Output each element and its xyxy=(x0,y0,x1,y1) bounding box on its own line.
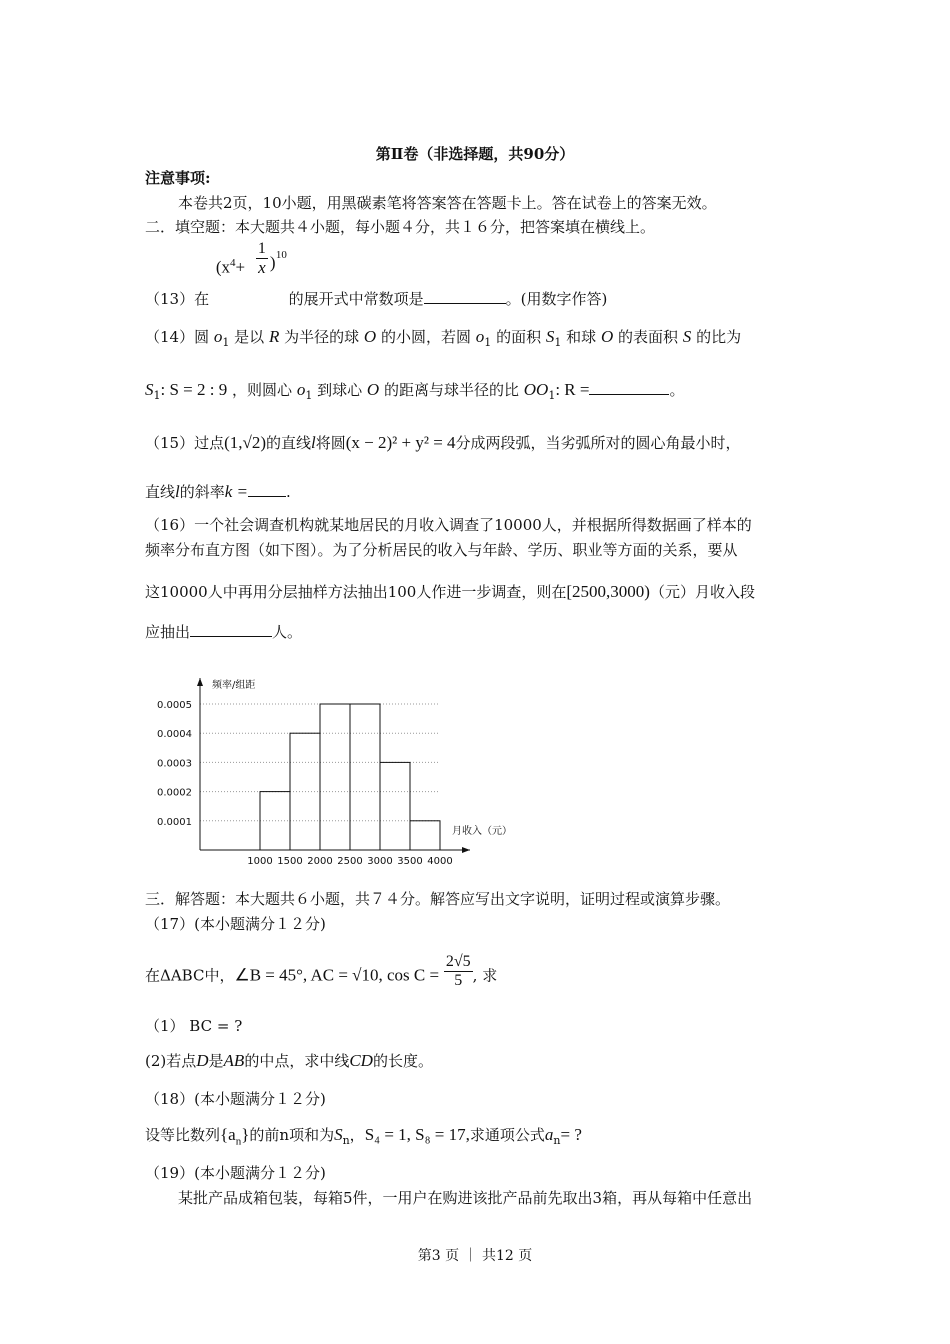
q16-answer-blank xyxy=(190,620,272,637)
q17-part2 xyxy=(145,1050,433,1072)
q17-CD: CD xyxy=(349,1051,373,1070)
x-axis-label: 月收入（元） xyxy=(452,826,512,837)
y-tick-label: 0.0004 xyxy=(157,729,192,741)
section-title: 第Ⅱ卷（非选择题，共90分） xyxy=(375,145,575,163)
q14-O: O xyxy=(600,327,614,346)
q17-frac-den: 5 xyxy=(454,972,463,989)
q15-text: . xyxy=(286,483,291,501)
q14-sub: 1 xyxy=(548,389,556,402)
q15-text: 的斜率 xyxy=(179,483,225,501)
histogram-bar xyxy=(380,762,410,850)
q18-condition: S₄ = 1, S₈ = 17, xyxy=(364,1125,470,1144)
x-tick-label: 1500 xyxy=(277,856,303,867)
q15-text: 分成两段弧，当劣弧所对的圆心角最小时， xyxy=(455,434,741,452)
q18-an: a xyxy=(544,1125,554,1144)
y-tick-label: 0.0001 xyxy=(157,816,192,828)
q18-Sn: S xyxy=(334,1125,343,1144)
x-tick-label: 1000 xyxy=(247,856,273,867)
q14-text: 的比为 xyxy=(696,328,742,346)
q17-text: (2)若点 xyxy=(145,1052,197,1070)
part3-heading: 三．解答题：本大题共６小题，共７４分。解答应写出文字说明，证明过程或演算步骤。 xyxy=(145,890,731,908)
q14-text: 为半径的球 xyxy=(284,328,360,346)
x-tick-label: 3000 xyxy=(367,856,393,867)
frequency-histogram xyxy=(140,670,540,870)
q18-text: ， xyxy=(349,1126,365,1144)
q14-S: S xyxy=(682,327,692,346)
q14-o1: o xyxy=(475,327,485,346)
q14-OO1: OO xyxy=(523,380,549,399)
q17-text: 在ΔABC中， xyxy=(145,966,235,985)
q17-condition: ∠B = 45°, AC = √10, cos C = xyxy=(234,965,440,985)
x-tick-label: 2000 xyxy=(307,856,333,867)
q14-text: 的表面积 xyxy=(618,328,679,346)
q13-frac-den: x xyxy=(258,258,266,277)
question-18-line1 xyxy=(145,1124,582,1152)
q14-text: 和球 xyxy=(566,328,597,346)
q16-text: 这10000人中再用分层抽样方法抽出100人作进一步调查，则在 xyxy=(145,583,567,601)
q17-AB: AB xyxy=(223,1051,245,1070)
q18-text: = ? xyxy=(560,1125,582,1144)
q13-suffix-a: 的展开式中常数项是 xyxy=(288,290,424,308)
q15-l: l xyxy=(175,482,180,501)
q15-text: 直线 xyxy=(145,483,176,501)
q14-answer-blank xyxy=(589,378,669,395)
y-tick-label: 0.0002 xyxy=(157,787,192,799)
question-14-line1 xyxy=(145,326,741,354)
q14-R: R xyxy=(268,327,280,346)
q13-expr-exp: 4 xyxy=(230,257,236,269)
q14-o1: o xyxy=(213,327,223,346)
y-axis-label: 频率/组距 xyxy=(212,680,256,691)
q13-plus: + xyxy=(235,257,246,277)
q15-point: (1,√2) xyxy=(224,433,266,452)
q13-frac-num: 1 xyxy=(257,240,266,257)
q14-sub: 1 xyxy=(484,336,492,349)
q14-S1: S xyxy=(545,327,555,346)
question-16-line1: （16）一个社会调查机构就某地居民的月收入调查了10000人，并根据所得数据画了样本的 xyxy=(145,516,752,534)
q18-sub: n xyxy=(553,1134,561,1147)
q14-text: 的距离与球半径的比 xyxy=(383,381,519,399)
question-15-line1 xyxy=(145,432,741,454)
notice-heading: 注意事项: xyxy=(145,169,211,187)
histogram-bar xyxy=(410,821,440,850)
q14-sub: 1 xyxy=(153,389,161,402)
q14-text: 。 xyxy=(669,381,685,399)
q14-O: O xyxy=(363,327,377,346)
q17-heading: （17）(本小题满分１２分) xyxy=(145,915,326,933)
q14-sub: 1 xyxy=(554,336,562,349)
q15-text: 将圆 xyxy=(315,434,346,452)
q14-text: （14）圆 xyxy=(145,328,210,346)
q17-part1: （1） BC = ? xyxy=(145,1017,243,1035)
question-16-line4 xyxy=(145,620,302,643)
q15-text: 的直线 xyxy=(266,434,312,452)
q17-text: 的长度。 xyxy=(372,1052,433,1070)
q18-text: 的前n项和为 xyxy=(249,1126,335,1144)
q13-answer-blank xyxy=(424,287,506,304)
question-14-line2 xyxy=(145,378,685,407)
q14-ratio: : S = 2 : 9 xyxy=(160,380,228,399)
q17-frac-num: 2√5 xyxy=(445,953,471,970)
q18-sub: n xyxy=(342,1134,350,1147)
q13-outer-exp: 10 xyxy=(275,249,287,261)
histogram-bar xyxy=(320,704,350,850)
q17-text: 是 xyxy=(208,1052,224,1070)
q14-S1: S xyxy=(145,380,154,399)
q17-D: D xyxy=(196,1051,209,1070)
q16-text: 应抽出 xyxy=(145,623,191,641)
q14-text: 的面积 xyxy=(496,328,542,346)
q15-l: l xyxy=(311,433,316,452)
q15-answer-blank xyxy=(248,480,286,497)
q14-ratio-R: : R = xyxy=(555,380,590,399)
q13-prefix: （13）在 xyxy=(145,290,210,308)
q18-text: 求通项公式 xyxy=(469,1126,545,1144)
q13-suffix-b: 。(用数字作答) xyxy=(505,290,608,308)
notice-body: 本卷共2页，10小题，用黑碳素笔将答案答在答题卡上。答在试卷上的答案无效。 xyxy=(178,194,717,212)
q16-text: （元）月收入段 xyxy=(649,583,755,601)
q14-text: 是以 xyxy=(234,328,265,346)
q16-text: 人。 xyxy=(272,623,303,641)
q18-sub: n xyxy=(235,1135,242,1148)
page-footer: 第3 页 ｜ 共12 页 xyxy=(417,1248,533,1264)
q13-expression: ($x^4+$ $\frac{1}{x}$ ) 10 xyxy=(215,240,287,277)
question-19-line1: 某批产品成箱包装，每箱5件，一用户在购进该批产品前先取出3箱，再从每箱中任意出 xyxy=(178,1189,753,1207)
q13-expr-base: (x xyxy=(215,257,231,277)
question-17-line1 xyxy=(145,953,498,990)
q14-O: O xyxy=(366,380,380,399)
q18-heading: （18）(本小题满分１２分) xyxy=(145,1090,326,1108)
q15-circle: (x − 2)² + y² = 4 xyxy=(345,433,456,452)
q18-seq: {a xyxy=(220,1125,236,1144)
q18-text: 设等比数列 xyxy=(145,1126,221,1144)
part2-heading: 二．填空题：本大题共４小题，每小题４分，共１６分，把答案填在横线上。 xyxy=(145,218,656,236)
question-16-line3 xyxy=(145,581,755,603)
q16-interval: [2500,3000) xyxy=(566,582,650,601)
q14-sub: 1 xyxy=(222,336,230,349)
q17-text: , 求 xyxy=(472,966,498,985)
y-tick-label: 0.0005 xyxy=(157,700,192,711)
q19-heading: （19）(本小题满分１２分) xyxy=(145,1164,326,1182)
q14-sub: 1 xyxy=(305,389,313,402)
histogram-bar xyxy=(350,704,380,850)
y-tick-label: 0.0003 xyxy=(157,758,192,770)
q17-text: 的中点，求中线 xyxy=(244,1052,350,1070)
q14-text: 的小圆，若圆 xyxy=(380,328,471,346)
q14-o1: o xyxy=(296,380,306,399)
q17-fraction xyxy=(444,953,473,990)
q15-k: k = xyxy=(224,482,249,501)
question-13 xyxy=(145,240,608,310)
x-tick-label: 3500 xyxy=(397,856,423,867)
q15-text: （15）过点 xyxy=(145,434,225,452)
question-16-line2: 频率分布直方图（如下图）。为了分析居民的收入与年龄、学历、职业等方面的关系，要从 xyxy=(145,541,738,559)
x-tick-label: 2500 xyxy=(337,856,363,867)
q14-text: ，则圆心 xyxy=(232,381,293,399)
question-15-line2 xyxy=(145,480,291,503)
x-axis-arrow xyxy=(462,847,470,853)
x-tick-label: 4000 xyxy=(427,856,453,867)
q14-text: 到球心 xyxy=(317,381,363,399)
y-axis-arrow xyxy=(197,678,203,686)
q18-seq-close: } xyxy=(241,1125,250,1144)
